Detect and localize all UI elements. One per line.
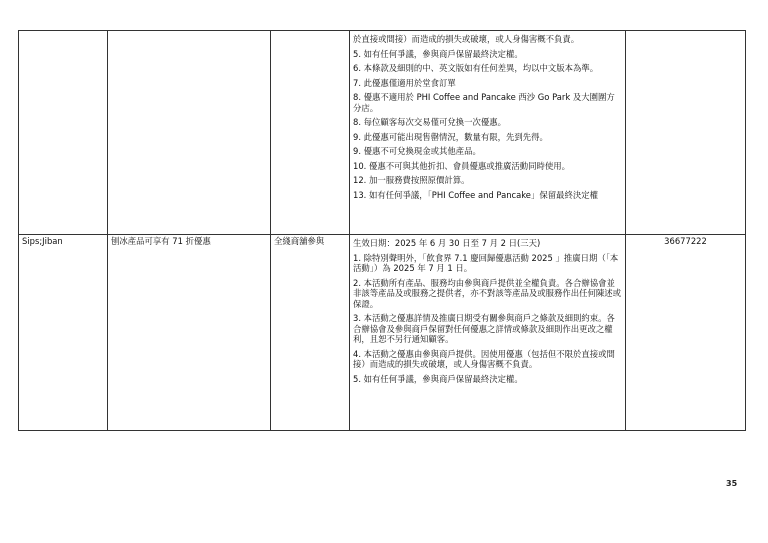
page-number: 35: [726, 479, 738, 488]
term-line: 13. 如有任何爭議，「PHI Coffee and Pancake」保留最終決定權: [353, 189, 598, 200]
contact-cell: 36677222: [626, 235, 746, 431]
terms-cell: [350, 31, 626, 235]
location-cell: 全綫商舖參與: [271, 235, 350, 431]
offer-cell: 刨冰產品可享有 71 折優惠: [108, 235, 271, 431]
terms-cell: [350, 235, 626, 431]
term-line: 12. 加一服務費按照原價計算。: [353, 175, 470, 185]
contact-cell: [626, 31, 746, 235]
term-line: 8. 優惠不適用於 PHI Coffee and Pancake 西沙 Go Park 及大圍圍方分店。: [353, 92, 615, 113]
term-line: 8. 每位顧客每次交易僅可兌換一次優惠。: [353, 117, 507, 127]
offers-table: [18, 30, 746, 431]
offer-cell: [108, 31, 271, 235]
term-line: 6. 本條款及細則的中、英文版如有任何差異，均以中文版本為準。: [353, 63, 599, 73]
term-line: 2. 本活動所有產品、服務均由參與商戶提供並全權負責。各合辦協會並非該等產品及或服務之提供者，亦不對該等產品及或服務作出任何陳述或保證。: [353, 277, 621, 309]
term-line: 1. 除特別聲明外，「飲食界 7.1 慶回歸優惠活動 2025 」推廣日期（「本活動」）為 2025 年 7 月 1 日。: [353, 252, 619, 273]
merchant-cell: Sips;Jiban: [19, 235, 108, 431]
term-line: 於直接或間接）而造成的損失或破壞，或人身傷害概不負責。: [353, 34, 580, 44]
term-line: 3. 本活動之優惠詳情及推廣日期受有關參與商戶之條款及細則約束。各合辦協會及參與商戶保留對任何優惠之詳情或條款及細則作出更改之權利，且恕不另行通知顧客。: [353, 313, 615, 344]
term-line: 生效日期：2025 年 6 月 30 日至 7 月 2 日(三天): [353, 238, 541, 248]
term-line: 5. 如有任何爭議，參與商戶保留最終決定權。: [353, 373, 523, 384]
table-row: [19, 235, 746, 431]
term-line: 9. 優惠不可兌換現金或其他產品。: [353, 146, 481, 156]
merchant-cell: [19, 31, 108, 235]
location-cell: [271, 31, 350, 235]
term-line: 4. 本活動之優惠由參與商戶提供。因使用優惠（包括但不限於直接或間接）而造成的損失或破壞，或人身傷害概不負責。: [353, 348, 615, 369]
term-line: 5. 如有任何爭議，參與商戶保留最終決定權。: [353, 48, 523, 59]
term-line: 7. 此優惠僅適用於堂食訂單: [353, 77, 456, 88]
term-line: 10. 優惠不可與其他折扣、會員優惠或推廣活動同時使用。: [353, 160, 570, 171]
term-line: 9. 此優惠可能出現售罄情況，數量有限，先到先得。: [353, 131, 548, 142]
table-row: [19, 31, 746, 235]
